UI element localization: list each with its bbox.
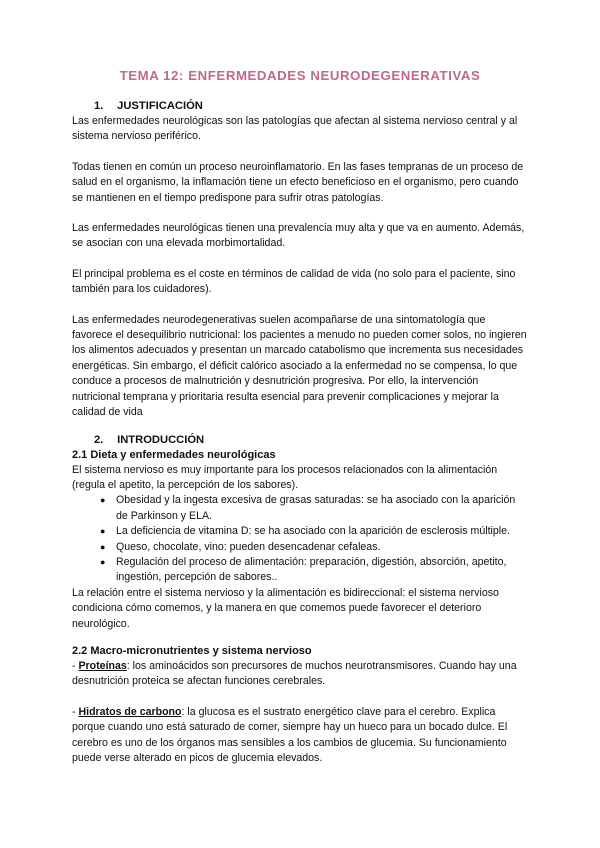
section-title: JUSTIFICACIÓN [117,100,203,112]
section-heading-introduccion [72,433,528,448]
term-proteinas: Proteínas [78,659,127,672]
paragraph: El principal problema es el coste en términos de calidad de vida (no solo para el paciente, sino también para los cuidadores). [72,267,516,296]
list-item: ● Obesidad y la ingesta excesiva de grasas saturadas: se ha asociado con la aparición de Parkinson y ELA. [100,493,528,524]
paragraph: Las enfermedades neurológicas son las patologías que afectan al sistema nervioso central y al sistema nervioso periférico. [72,115,518,143]
subsection-heading-2-1: 2.1 Dieta y enfermedades neurológicas [72,448,276,461]
paragraph: El sistema nervioso es muy importante para los procesos relacionados con la alimentación (regula el apetito, la percepción de los sabores). [72,463,498,491]
section-number: 2. [94,433,104,446]
paragraph: Las enfermedades neurodegenerativas suelen acompañarse de una sintomatología que favorece el desequilibrio nutricional: los pacientes a menudo no pueden comer solos, no ingieren los alimentos adecuados y presentan un marcado catabolismo que incrementa sus necesidades energéticas. Sin embargo, el déficit calórico asociado a la enfermedad no se compensa, lo que conduce a procesos de malnutrición y desnutrición progresiva. Por ello, la intervención nutricional temprana y prioritaria resulta esencial para prevenir complicaciones y mejorar la calidad de vida [72,313,527,419]
paragraph-proteinas [72,659,528,690]
paragraph: Todas tienen en común un proceso neuroinflamatorio. En las fases tempranas de un proceso de salud en el organismo, la inflamación tiene un efecto beneficioso en el organismo, pero cuando se mantienen en el tiempo predispone para sufrir otras patologías. [72,160,524,204]
bullet-list [72,493,528,585]
list-item: ● Regulación del proceso de alimentación: preparación, digestión, absorción, apetito, ingestión, percepción de sabores.. [100,555,528,586]
section-heading-justificacion [72,99,528,114]
paragraph: Las enfermedades neurológicas tienen una prevalencia muy alta y que va en aumento. Además, se asocian con una elevada morbimortalidad. [72,222,525,250]
paragraph: La relación entre el sistema nervioso y la alimentación es bidireccional: el sistema nervioso condiciona cómo comemos, y la manera en que comemos puede favorecer el deterioro neurológico. [72,586,499,630]
section-title: INTRODUCCIÓN [117,433,205,446]
section-number: 1. [94,100,104,112]
page-title: TEMA 12: ENFERMEDADES NEURODEGENERATIVAS [119,68,481,83]
dash-prefix: - [72,705,79,718]
dash-prefix: - [72,659,79,672]
paragraph-text: : los aminoácidos son precursores de muchos neurotransmisores. Cuando hay una desnutrición proteica se afectan funciones cerebrales. [72,659,517,688]
paragraph-text: : la glucosa es el sustrato energético clave para el cerebro. Explica porque cuando uno está saturado de comer, siempre hay un hueco para un bocado dulce. El cerebro es uno de los órganos mas sensibles a los cambios de glucemia. Su funcionamiento puede verse alterado en picos de glucemia elevados. [72,705,508,764]
paragraph-hidratos [72,705,528,767]
list-item: ● Queso, chocolate, vino: pueden desencadenar cefaleas. [100,540,528,555]
term-hidratos: Hidratos de carbono [78,705,182,718]
list-item: ● La deficiencia de vitamina D: se ha asociado con la aparición de esclerosis múltiple. [100,524,528,539]
subsection-heading-2-2: 2.2 Macro-micronutrientes y sistema nervioso [72,644,312,657]
